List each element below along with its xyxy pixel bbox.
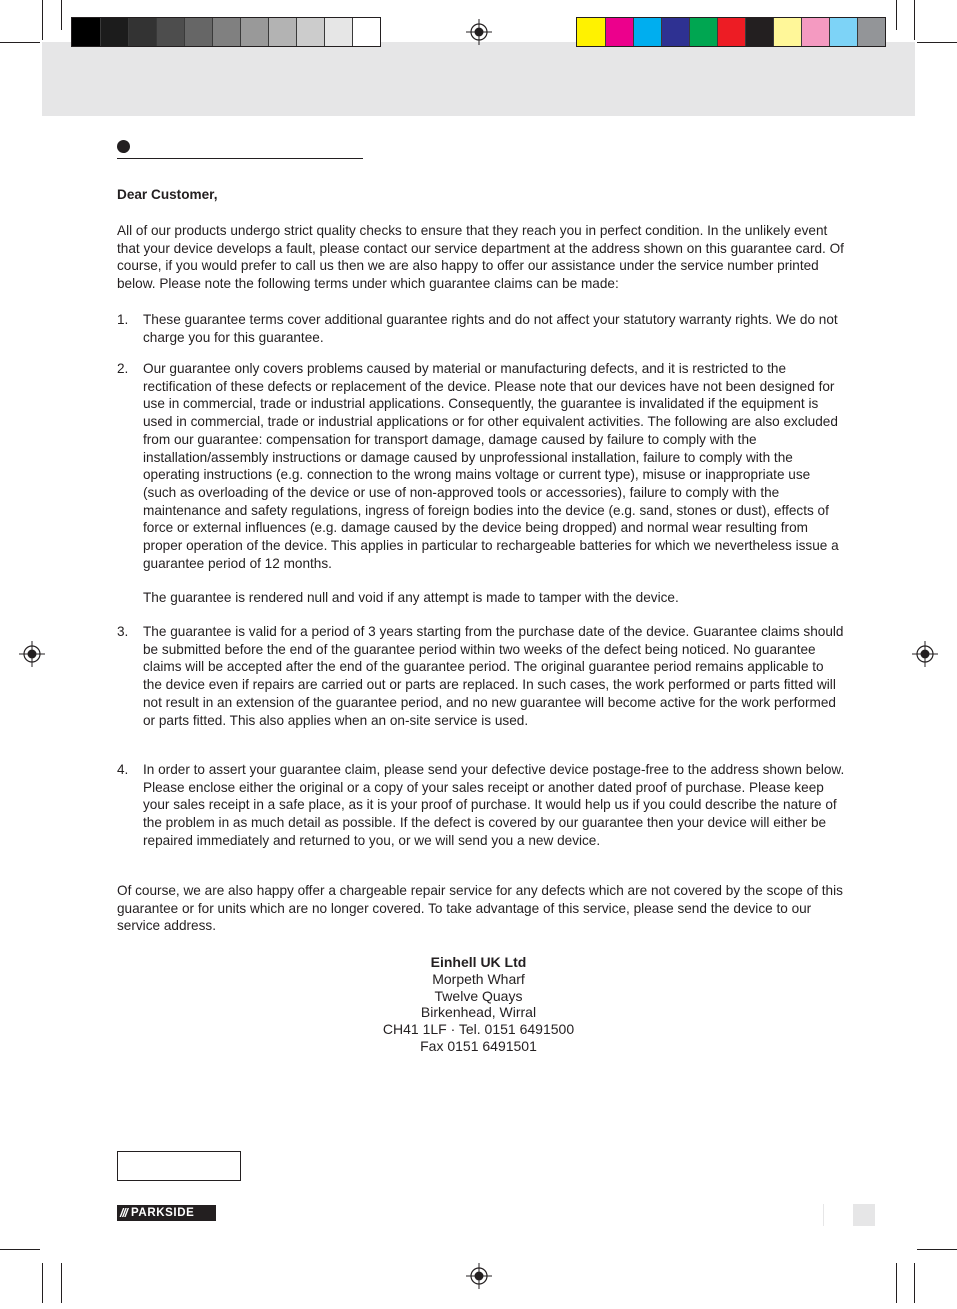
color-swatch xyxy=(605,18,633,46)
grayscale-bar xyxy=(71,17,381,47)
registration-mark-icon xyxy=(466,1263,492,1289)
section-bullet-icon xyxy=(117,140,130,153)
color-swatch xyxy=(577,18,605,46)
registration-mark-icon xyxy=(912,641,938,667)
intro-paragraph: All of our products undergo strict quality checks to ensure that they reach you in perfect condition. In the unlikely event that your device develops a fault, please contact our service department at the address shown on this guarantee card. Of course, if you would prefer to call us then we are also happy to offer our assistance under the service number printed below. Please note the following terms under which guarantee claims can be made: xyxy=(117,223,844,292)
crop-mark xyxy=(914,0,915,40)
gray-swatch xyxy=(72,18,100,46)
crop-mark xyxy=(896,0,897,30)
color-swatch xyxy=(801,18,829,46)
list-item xyxy=(117,360,845,607)
closing-paragraph: Of course, we are also happy offer a chargeable repair service for any defects which are not covered by the scope of this guarantee or for units which are no longer covered. To take advantage of this service, please send the device to our service address. xyxy=(117,883,843,934)
crop-mark xyxy=(0,1249,40,1250)
crop-mark xyxy=(61,1263,62,1303)
section-divider xyxy=(117,158,363,159)
gray-swatch xyxy=(352,18,380,46)
logo-stripes: /// xyxy=(120,1206,128,1220)
color-swatch xyxy=(857,18,885,46)
gray-swatch xyxy=(100,18,128,46)
gray-swatch xyxy=(268,18,296,46)
list-text: In order to assert your guarantee claim, please send your defective device postage-free to the address shown below. Please enclose either the original or a copy of your sales receipt or another dated proof of purchase. Please keep your sales receipt in a safe place, as it is your proof of purchase. It would help us if you could describe the nature of the problem in as much detail as possible. If the defect is covered by our guarantee then your device will either be repaired immediately and returned to you, or we will send you a new device. xyxy=(143,762,845,848)
gray-swatch xyxy=(184,18,212,46)
gray-swatch xyxy=(212,18,240,46)
crop-mark xyxy=(896,1263,897,1303)
process-color-bar xyxy=(576,17,886,47)
list-text: These guarantee terms cover additional guarantee rights and do not affect your statutory warranty rights. We do not charge you for this guarantee. xyxy=(143,312,838,345)
color-swatch xyxy=(689,18,717,46)
service-address xyxy=(0,954,957,1055)
crop-mark xyxy=(61,0,62,30)
color-swatch xyxy=(717,18,745,46)
gray-swatch xyxy=(296,18,324,46)
address-line: Morpeth Wharf xyxy=(432,970,525,987)
color-swatch xyxy=(661,18,689,46)
list-text: The guarantee is valid for a period of 3 years starting from the purchase date of the device. Guarantee claims should be submitted before the end of the guarantee period within two weeks of the defect being noticed. No guarantee claims will be accepted after the end of the guarantee period. The original guarantee period remains applicable to the device even if repairs are carried out or parts are replaced. In such cases, the work performed or parts fitted will not result in an extension of the guarantee period, and no new guarantee will become active for the work performed or parts fitted. This also applies when an on-site service is used. xyxy=(143,624,844,728)
color-swatch xyxy=(773,18,801,46)
color-swatch xyxy=(633,18,661,46)
address-line: Twelve Quays xyxy=(434,987,523,1004)
gray-swatch xyxy=(324,18,352,46)
crop-mark xyxy=(917,1249,957,1250)
company-name: Einhell UK Ltd xyxy=(430,954,527,970)
logo-brand: PARKSIDE xyxy=(131,1207,195,1219)
crop-mark xyxy=(0,42,40,43)
crop-mark xyxy=(917,42,957,43)
list-number: 1. xyxy=(117,312,129,327)
greeting: Dear Customer, xyxy=(117,187,218,202)
list-item xyxy=(117,623,845,729)
address-line: Birkenhead, Wirral xyxy=(420,1004,537,1021)
crop-mark xyxy=(42,1263,43,1303)
color-swatch xyxy=(745,18,773,46)
list-number: 3. xyxy=(117,624,129,639)
gray-swatch xyxy=(128,18,156,46)
registration-mark-icon xyxy=(466,19,492,45)
crop-mark xyxy=(42,0,43,40)
parkside-logo xyxy=(117,1205,216,1221)
header-band xyxy=(42,42,915,116)
gray-swatch xyxy=(156,18,184,46)
page-number-tab xyxy=(853,1204,875,1226)
phone-line: CH41 1LF · Tel. 0151 6491500 xyxy=(382,1021,575,1038)
registration-mark-icon xyxy=(19,641,45,667)
blank-field-box xyxy=(117,1151,241,1181)
page-tab-divider xyxy=(823,1204,824,1226)
fax-line: Fax 0151 6491501 xyxy=(420,1037,537,1054)
crop-mark xyxy=(914,1263,915,1303)
list-number: 2. xyxy=(117,361,129,376)
color-swatch xyxy=(829,18,857,46)
list-number: 4. xyxy=(117,762,129,777)
gray-swatch xyxy=(240,18,268,46)
list-item xyxy=(117,761,845,850)
list-note: The guarantee is rendered null and void if any attempt is made to tamper with the device. xyxy=(143,590,679,606)
list-item xyxy=(117,311,845,346)
list-text: Our guarantee only covers problems caused by material or manufacturing defects, and it is restricted to the rectification of these defects or replacement of the device. Please note that our devices have not been designed for use in commercial, trade or industrial applications. Consequently, the guarantee is invalidated if the equipment is used in commercial, trade or industrial applications or for other equivalent activities. The following are also excluded from our guarantee: compensation for transport damage, damage caused by failure to comply with the installation/assembly instructions or damage caused by unprofessional installation, failure to comply with the operating instructions (e.g. connection to the wrong mains voltage or current type), misuse or inappropriate use (such as overloading of the device or use of non-approved tools or accessories), failure to comply with the maintenance and safety regulations, ingress of foreign bodies into the device (e.g. sand, stones or dust), effects of force or external influences (e.g. damage caused by the device being dropped) and normal wear resulting from proper operation of the device. This applies in particular to rechargeable batteries for which we nevertheless issue a guarantee period of 12 months. xyxy=(143,361,839,571)
